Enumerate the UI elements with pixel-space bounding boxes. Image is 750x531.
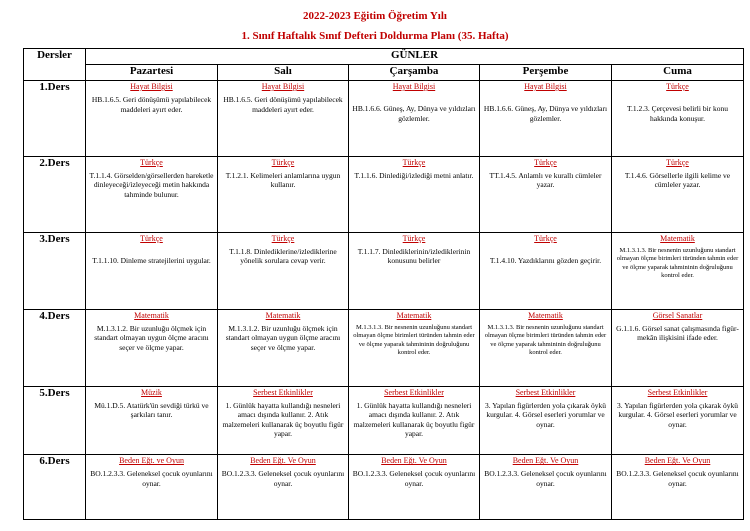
plan-cell <box>480 156 612 232</box>
dersler-header: Dersler <box>24 49 86 81</box>
subject-label: Beden Eğt. Ve Oyun <box>512 456 579 466</box>
objective-text: M.1.3.1.3. Bir nesnenin uzunluğunu standart olmayan ölçme birimleri türünden tahmin eder ve ölçme yaparak tahmininin doğruluğunu kontrol eder. <box>484 323 607 357</box>
objective-text: TT.1.4.5. Anlamlı ve kurallı cümleler yazar. <box>489 170 602 190</box>
subject-label: Hayat Bilgisi <box>524 82 567 91</box>
plan-cell <box>86 386 218 455</box>
subject-label: Türkçe <box>140 157 163 167</box>
plan-cell <box>612 156 744 232</box>
objective-text: T.1.1.7. Dinlediklerinin/izlediklerinin konusunu belirler <box>357 246 471 266</box>
objective-text: HB.1.6.5. Geri dönüşümü yapılabilecek maddeleri ayırt eder. <box>223 95 343 114</box>
objective-text: M.1.3.1.2. Bir uzunluğu ölçmek için standart olmayan uygun ölçme aracını seçer ve ölçme yapar. <box>225 323 341 352</box>
objective-text: Mü.1.D.5. Atatürk'ün sevdiği türkü ve şarkıları tanır. <box>94 400 209 420</box>
subject-label: Matematik <box>134 310 169 320</box>
day-header-thursday: Perşembe <box>480 65 612 81</box>
objective-text: BO.1.2.3.3. Geleneksel çocuk oyunlarını oynar. <box>352 469 476 488</box>
plan-cell <box>612 232 744 309</box>
plan-cell <box>480 232 612 309</box>
plan-cell <box>86 309 218 386</box>
table-row <box>24 386 744 455</box>
subject-label: Türkçe <box>666 82 689 91</box>
plan-cell <box>218 81 349 157</box>
subject-label: Matematik <box>528 310 563 320</box>
subject-label: Türkçe <box>402 233 426 243</box>
objective-text: T.1.4.10. Yazdıklarını gözden geçirir. <box>489 255 602 265</box>
subject-label: Türkçe <box>271 157 295 167</box>
table-row <box>24 455 744 520</box>
objective-text: BO.1.2.3.3. Geleneksel çocuk oyunlarını oynar. <box>221 469 345 488</box>
objective-text: T.1.1.8. Dinlediklerine/izlediklerine yönelik sorulara cevap verir. <box>229 246 337 266</box>
subject-label: Matematik <box>396 310 432 320</box>
plan-cell <box>86 455 218 520</box>
plan-cell <box>218 309 349 386</box>
lesson-label: 3.Ders <box>24 232 86 309</box>
objective-text: HB.1.6.5. Geri dönüşümü yapılabilecek maddeleri ayırt eder. <box>91 95 212 114</box>
plan-cell <box>349 386 480 455</box>
plan-cell <box>612 386 744 455</box>
day-header-friday: Cuma <box>612 65 744 81</box>
objective-text: M.1.3.1.3. Bir nesnenin uzunluğunu standart olmayan ölçme birimleri türünden tahmin eder ve ölçme yaparak tahmininin doğruluğunu kontrol eder. <box>353 323 475 357</box>
subject-label: Hayat Bilgisi <box>392 82 436 91</box>
lesson-label: 6.Ders <box>24 455 86 520</box>
table-row <box>24 156 744 232</box>
plan-cell <box>349 309 480 386</box>
day-header-monday: Pazartesi <box>86 65 218 81</box>
plan-cell <box>218 156 349 232</box>
subject-label: Matematik <box>265 310 301 320</box>
objective-text: M.1.3.1.3. Bir nesnenin uzunluğunu standart olmayan ölçme birimleri türünden tahmin eder ve ölçme yaparak tahmininin doğruluğunu kontrol eder. <box>616 246 739 280</box>
plan-cell <box>218 232 349 309</box>
objective-text: T.1.4.6. Görsellerle ilgili kelime ve cümleler yazar. <box>624 170 731 190</box>
objective-text: BO.1.2.3.3. Geleneksel çocuk oyunlarını oynar. <box>484 469 607 488</box>
plan-cell <box>86 156 218 232</box>
subject-label: Türkçe <box>402 157 426 167</box>
plan-cell <box>612 81 744 157</box>
plan-cell <box>86 81 218 157</box>
subject-label: Türkçe <box>666 157 689 167</box>
subject-label: Beden Eğt. Ve Oyun <box>644 456 711 466</box>
subject-label: Görsel Sanatlar <box>652 310 703 320</box>
plan-cell <box>612 455 744 520</box>
objective-text: T.1.1.10. Dinleme stratejilerini uygular. <box>92 255 211 265</box>
subject-label: Hayat Bilgisi <box>130 82 173 91</box>
plan-cell <box>480 455 612 520</box>
plan-cell <box>86 232 218 309</box>
page-subtitle: 1. Sınıf Haftalık Sınıf Defteri Doldurma Planı (35. Hafta) <box>241 30 509 42</box>
plan-cell <box>480 386 612 455</box>
objective-text: T.1.1.4. Görselden/görsellerden hareketle dinleyeceği/izleyeceği metin hakkında tahminde bulunur. <box>89 170 214 199</box>
subject-label: Beden Eğt. ve Oyun <box>119 456 184 466</box>
plan-cell <box>480 81 612 157</box>
plan-cell <box>218 455 349 520</box>
subject-label: Beden Eğt. Ve Oyun <box>381 456 447 466</box>
objective-text: T.1.2.3. Çerçevesi belirli bir konu hakkında konuşur. <box>626 104 729 123</box>
subject-label: Matematik <box>660 233 695 243</box>
table-row <box>24 232 744 309</box>
day-header-tuesday: Salı <box>218 65 349 81</box>
plan-cell <box>349 455 480 520</box>
objective-text: M.1.3.1.2. Bir uzunluğu ölçmek için standart olmayan uygun ölçme aracını seçer ve ölçme yapar. <box>94 323 209 352</box>
lesson-label: 5.Ders <box>24 386 86 455</box>
objective-text: T.1.1.6. Dinlediği/izlediği metni anlatır. <box>354 170 474 180</box>
objective-text: 1. Günlük hayatta kullandığı nesneleri amacı dışında kullanır. 2. Atık malzemeleri kullanarak üç boyutlu figür yapar. <box>222 400 344 439</box>
subject-label: Türkçe <box>534 233 557 243</box>
objective-text: HB.1.6.6. Güneş, Ay, Dünya ve yıldızları gözlemler. <box>352 104 476 123</box>
lesson-label: 4.Ders <box>24 309 86 386</box>
lesson-label: 1.Ders <box>24 81 86 157</box>
plan-cell <box>612 309 744 386</box>
plan-cell <box>349 81 480 157</box>
subject-label: Serbest Etkinlikler <box>515 387 576 397</box>
plan-cell <box>349 232 480 309</box>
subject-label: Serbest Etkinlikler <box>253 387 313 397</box>
page-title: 2022-2023 Eğitim Öğretim Yılı <box>303 10 447 22</box>
objective-text: BO.1.2.3.3. Geleneksel çocuk oyunlarını oynar. <box>90 469 213 488</box>
subject-label: Müzik <box>141 387 162 397</box>
objective-text: BO.1.2.3.3. Geleneksel çocuk oyunlarını oynar. <box>616 469 739 488</box>
plan-cell <box>480 309 612 386</box>
plan-cell <box>218 386 349 455</box>
weekly-plan-table <box>23 48 744 520</box>
objective-text: 1. Günlük hayatta kullandığı nesneleri amacı dışında kullanır. 2. Atık malzemeleri kullanarak üç boyutlu figür yapar. <box>353 400 475 439</box>
objective-text: 3. Yapılan figürlerden yola çıkarak öykü kurgular. 4. Görsel eserleri yorumlar ve oynar. <box>484 400 606 429</box>
objective-text: T.1.2.1. Kelimeleri anlamlarına uygun kullanır. <box>225 170 341 190</box>
table-row <box>24 309 744 386</box>
subject-label: Hayat Bilgisi <box>261 82 305 91</box>
gunler-header: GÜNLER <box>86 49 744 65</box>
subject-label: Serbest Etkinlikler <box>384 387 444 397</box>
objective-text: HB.1.6.6. Güneş, Ay, Dünya ve yıldızları gözlemler. <box>483 104 608 123</box>
subject-label: Serbest Etkinlikler <box>647 387 708 397</box>
plan-cell <box>349 156 480 232</box>
subject-label: Türkçe <box>271 233 295 243</box>
objective-text: 3. Yapılan figürlerden yola çıkarak öykü kurgular. 4. Görsel eserleri yorumlar ve oynar. <box>617 400 739 429</box>
lesson-label: 2.Ders <box>24 156 86 232</box>
table-row <box>24 81 744 157</box>
subject-label: Türkçe <box>534 157 557 167</box>
day-header-wednesday: Çarşamba <box>349 65 480 81</box>
objective-text: G.1.1.6. Görsel sanat çalışmasında figür-mekân ilişkisini ifade eder. <box>616 323 739 343</box>
subject-label: Beden Eğt. Ve Oyun <box>250 456 316 466</box>
subject-label: Türkçe <box>140 233 163 243</box>
